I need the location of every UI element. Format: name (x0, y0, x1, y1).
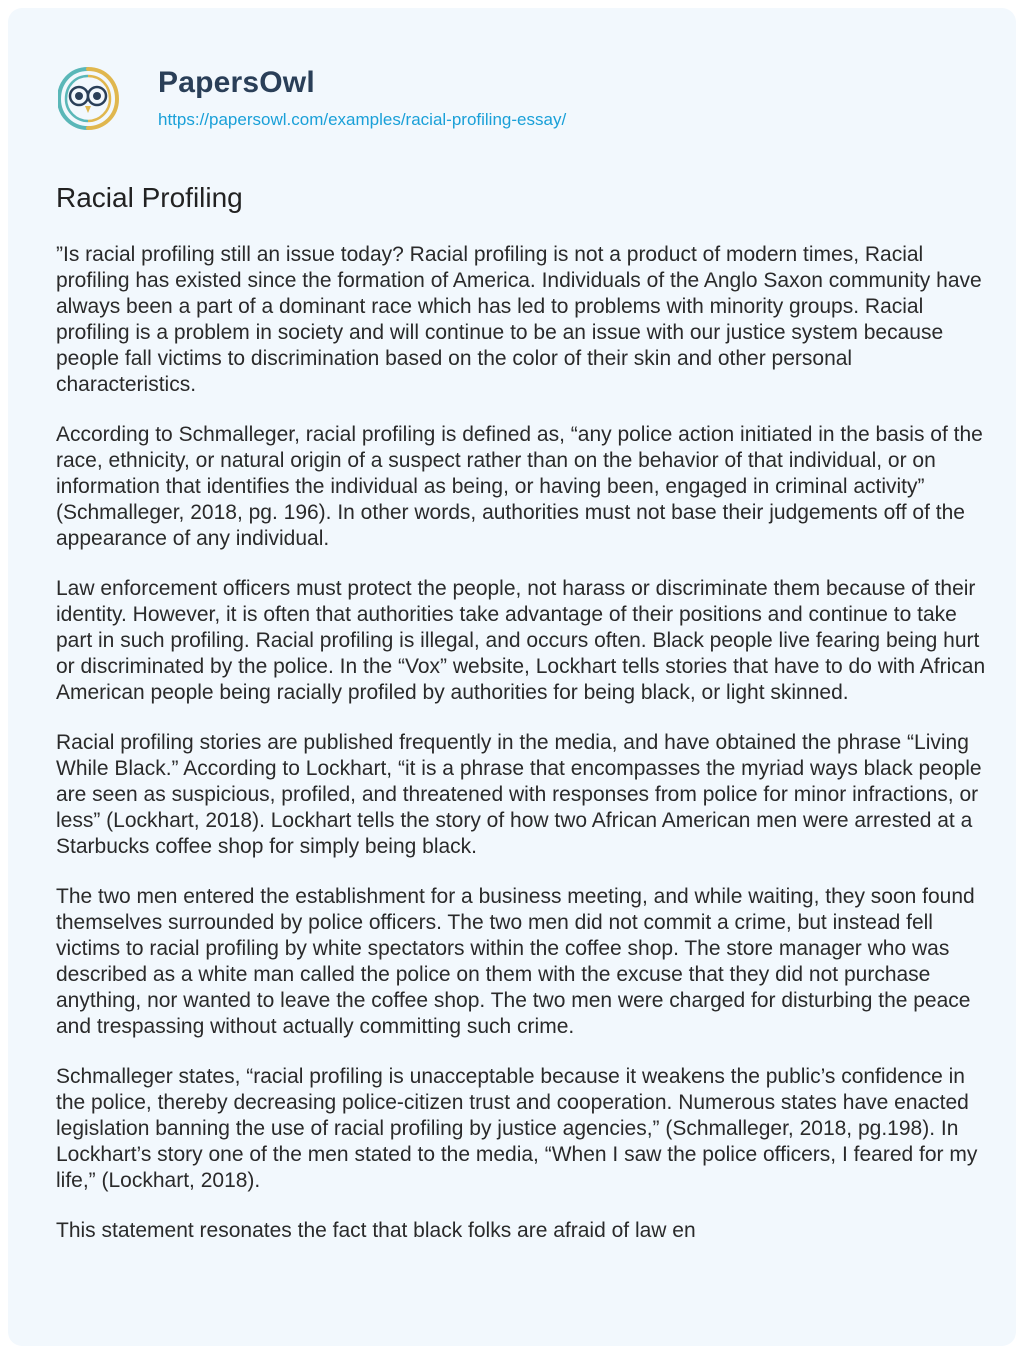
owl-icon (58, 66, 138, 130)
paragraph: According to Schmalleger, racial profiling is defined as, “any police action initiated in the basis of the race, ethnicity, or natural origin of a suspect rather than on the behavior of that individual, or on information that identifies the individual as being, or having been, engaged in criminal activity” (Schmalleger, 2018, pg. 196). In other words, authorities must not base their judgements off of the appearance of any individual. (56, 423, 983, 550)
paragraph: Schmalleger states, “racial profiling is unacceptable because it weakens the public’s confidence in the police, thereby decreasing police-citizen trust and cooperation. Numerous states have enacted legislation banning the use of racial profiling by justice agencies,” (Schmalleger, 2018, pg.198). In Lockhart’s story one of the men stated to the media, “When I saw the police officers, I feared for my life,” (Lockhart, 2018). (56, 1065, 978, 1192)
paragraph: Racial profiling stories are published frequently in the media, and have obtained the phrase “Living While Black.” According to Lockhart, “it is a phrase that encompasses the myriad ways black people are seen as suspicious, profiled, and threatened with responses from police for minor infractions, or less” (Lockhart, 2018). Lockhart tells the story of how two African American men were arrested at a Starbucks coffee shop for simply being black. (56, 731, 982, 858)
page-title: Racial Profiling (56, 182, 243, 213)
paragraph: This statement resonates the fact that black folks are afraid of law en (56, 1219, 696, 1242)
paragraph: The two men entered the establishment for a business meeting, and while waiting, they soon found themselves surrounded by police officers. The two men did not commit a crime, but instead fell victims to racial profiling by white spectators within the coffee shop. The store manager who was described as a white man called the police on them with the excuse that they did not purchase anything, nor wanted to leave the coffee shop. The two men were charged for disturbing the peace and trespassing without actually committing such crime. (56, 885, 975, 1038)
page-card (8, 8, 1016, 1346)
brand-name[interactable]: PapersOwl (158, 66, 315, 99)
paragraph: Law enforcement officers must protect the people, not harass or discriminate them because of their identity. However, it is often that authorities take advantage of their positions and continue to take part in such profiling. Racial profiling is illegal, and occurs often. Black people live fearing being hurt or discriminated by the police. In the “Vox” website, Lockhart tells stories that have to do with African American people being racially profiled by authorities for being black, or light skinned. (56, 577, 986, 704)
page-url[interactable]: https://papersowl.com/examples/racial-profiling-essay/ (158, 110, 567, 129)
article-body (56, 242, 986, 1268)
paragraph: ”Is racial profiling still an issue today? Racial profiling is not a product of modern times, Racial profiling has existed since the formation of America. Individuals of the Anglo Saxon community have always been a part of a dominant race which has led to problems with minority groups. Racial profiling is a problem in society and will continue to be an issue with our justice system because people fall victims to discrimination based on the color of their skin and other personal characteristics. (56, 243, 982, 396)
